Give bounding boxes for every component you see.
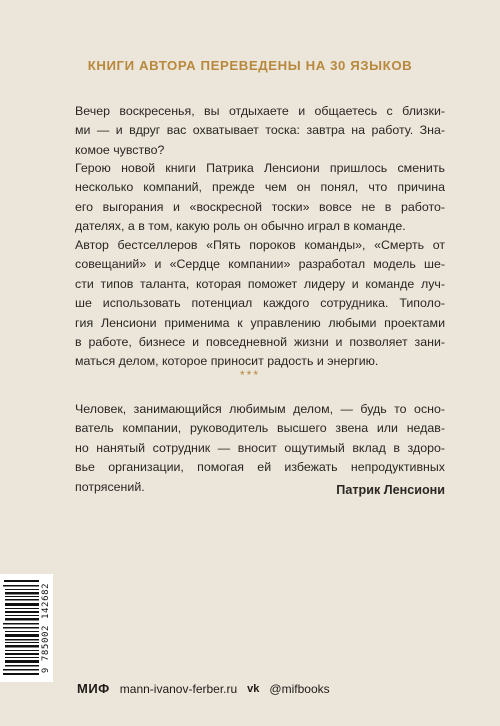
paragraph-line: но нанятый сотрудник — вносит ощутимый вклад в здоро- <box>75 440 445 455</box>
paragraph-line: Человек, занимающийся любимым делом, — будь то осно- <box>75 402 445 416</box>
publisher-website[interactable]: mann-ivanov-ferber.ru <box>119 681 238 696</box>
headline: КНИГИ АВТОРА ПЕРЕВЕДЕНЫ НА 30 ЯЗЫКОВ <box>87 58 413 73</box>
intro-paragraph <box>75 102 445 160</box>
paragraph-line: ватель компании, руководитель высшего звена или недав- <box>75 421 445 436</box>
separator-stars: *** <box>239 368 260 382</box>
paragraph-line: дателях, а в том, какую роль он обычно играл в команде. <box>75 219 406 234</box>
paragraph-line: Вечер воскресенья, вы отдыхаете и общаетесь с близки- <box>75 104 445 118</box>
paragraph-line: совещаний» и «Сердце компании» разработал модель ше- <box>75 257 445 272</box>
paragraph-line: сти типов таланта, которая поможет лидеру и команде луч- <box>75 276 445 291</box>
paragraph-line: комое чувство? <box>75 142 165 157</box>
paragraph-line: в работе, бизнесе и повседневной жизни и позволяет зани- <box>75 335 445 350</box>
paragraph-line: потрясений. <box>75 479 145 494</box>
paragraph-line: его выгорания и «воскресной тоски» вовсе не в работо- <box>75 199 445 214</box>
paragraph-line: ми — и вдруг вас охватывает тоска: завтра на работу. Зна- <box>75 123 445 138</box>
isbn-barcode <box>0 574 53 682</box>
paragraph-line: ше использовать потенциал каждого сотрудника. Типоло- <box>75 296 445 311</box>
paragraph-line: несколько компаний, прежде чем он понял, что причина <box>75 180 445 195</box>
vk-icon[interactable]: vk <box>247 682 260 695</box>
paragraph-line: Автор бестселлеров «Пять пороков команды», «Смерть от <box>75 238 445 252</box>
paragraph-line: Герою новой книги Патрика Ленсиони пришлось сменить <box>75 161 445 175</box>
social-handle[interactable]: @mifbooks <box>269 681 330 696</box>
barcode-digits-text: 9 785002 142682 <box>41 582 51 674</box>
barcode-bars <box>3 580 39 676</box>
quote-author: Патрик Ленсиони <box>336 483 445 497</box>
author-paragraph <box>75 236 445 372</box>
paragraph-line: маться делом, которое приносит радость и энергию. <box>75 354 379 369</box>
paragraph-line: гия Ленсиони применима к управлению любыми проектами <box>75 315 445 330</box>
paragraph-line: вье организации, помогая ей избежать непродуктивных <box>75 460 445 475</box>
publisher-footer <box>77 681 330 696</box>
story-paragraph <box>75 159 445 237</box>
publisher-logo: МИФ <box>77 681 110 696</box>
barcode-number <box>40 578 52 678</box>
